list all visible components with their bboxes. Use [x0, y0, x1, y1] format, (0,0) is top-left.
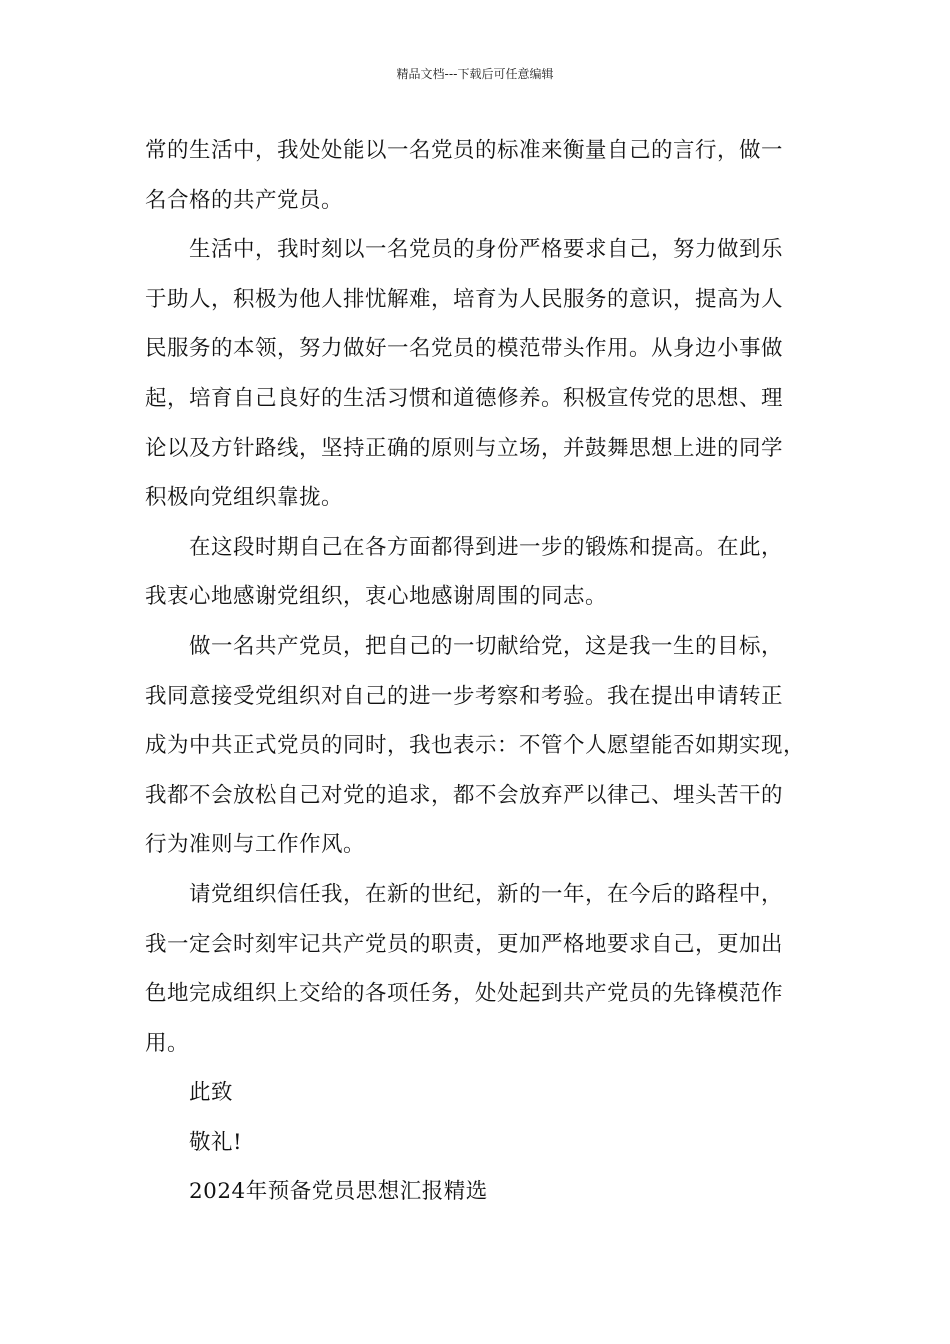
text-line: 用。 — [145, 1030, 190, 1056]
text-line: 我同意接受党组织对自己的进一步考察和考验。我在提出申请转正 — [145, 683, 784, 709]
paragraph-3 — [145, 523, 835, 622]
paragraph-2 — [145, 225, 835, 523]
text-line: 行为准则与工作作风。 — [145, 832, 366, 858]
text-line: 生活中，我时刻以一名党员的身份严格要求自己，努力做到乐 — [189, 237, 784, 263]
text-line: 请党组织信任我，在新的世纪，新的一年，在今后的路程中， — [189, 881, 784, 907]
page-header: 精品文档---下载后可任意编辑 — [396, 67, 554, 81]
text-line: 我衷心地感谢党组织，衷心地感谢周围的同志。 — [145, 584, 608, 610]
paragraph-1 — [145, 126, 835, 225]
text-line: 敬礼! — [189, 1129, 243, 1155]
text-line: 于助人，积极为他人排忧解难，培育为人民服务的意识，提高为人 — [145, 286, 784, 312]
paragraph-4 — [145, 622, 835, 870]
text-line: 论以及方针路线，坚持正确的原则与立场，并鼓舞思想上进的同学 — [145, 435, 784, 461]
text-line: 做一名共产党员，把自己的一切献给党，这是我一生的目标， — [189, 633, 784, 659]
text-line: 名合格的共产党员。 — [145, 187, 344, 213]
closing-salutation — [145, 1068, 835, 1118]
text-line: 色地完成组织上交给的各项任务，处处起到共产党员的先锋模范作 — [145, 981, 784, 1007]
document-title-footer — [145, 1167, 835, 1217]
text-line: 此致 — [189, 1080, 234, 1106]
paragraph-5 — [145, 870, 835, 1068]
text-line: 民服务的本领，努力做好一名党员的模范带头作用。从身边小事做 — [145, 336, 784, 362]
text-line: 积极向党组织靠拢。 — [145, 485, 344, 511]
text-line: 常的生活中，我处处能以一名党员的标准来衡量自己的言行，做一 — [145, 138, 784, 163]
document-body — [145, 126, 835, 1217]
text-line: 起，培育自己良好的生活习惯和道德修养。积极宣传党的思想、理 — [145, 385, 784, 411]
text-line: 2024年预备党员思想汇报精选 — [189, 1179, 488, 1205]
text-line: 我一定会时刻牢记共产党员的职责，更加严格地要求自己，更加出 — [145, 931, 784, 957]
text-line: 成为中共正式党员的同时，我也表示：不管个人愿望能否如期实现， — [145, 733, 806, 759]
text-line: 我都不会放松自己对党的追求，都不会放弃严以律己、埋头苦干的 — [145, 782, 784, 808]
closing-regards — [145, 1118, 835, 1168]
text-line: 在这段时期自己在各方面都得到进一步的锻炼和提高。在此， — [189, 534, 784, 560]
